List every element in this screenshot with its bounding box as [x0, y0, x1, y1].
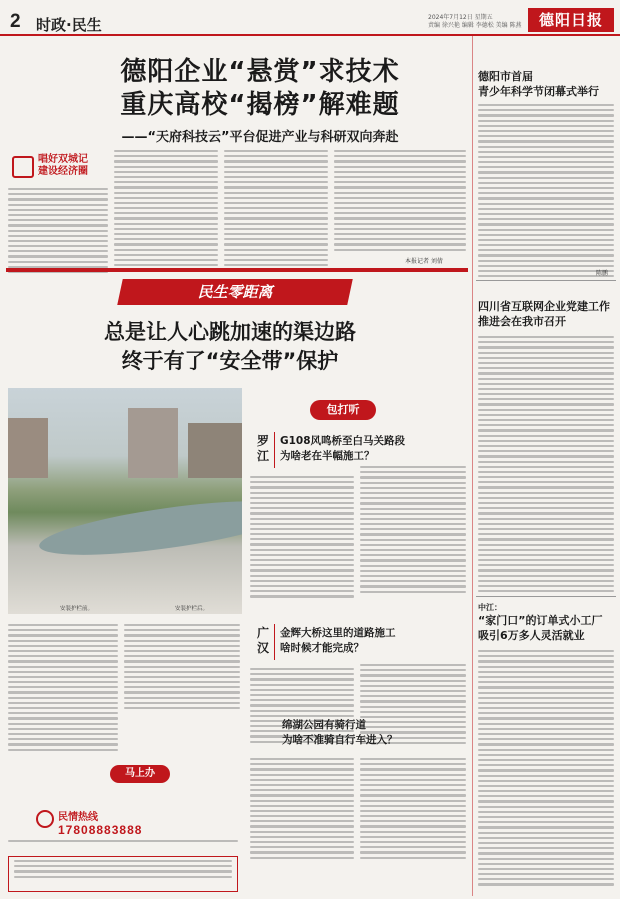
- hotline-number: 17808883888: [58, 823, 143, 837]
- right-article-3-title-1: “家门口”的订单式小工厂: [478, 614, 603, 627]
- q1-text-col1: [250, 476, 354, 598]
- q1-rule: [274, 432, 275, 468]
- right-article-1-reporter: 陈鹏: [596, 270, 609, 277]
- minsheng-text-col1: [8, 624, 118, 751]
- q2-title-1: 金辉大桥这里的道路施工: [280, 627, 396, 639]
- main-headline: [80, 56, 440, 145]
- q1-title-2: 为啥老在半幅施工？: [280, 450, 375, 462]
- page-header: [0, 0, 620, 36]
- minsheng-text-col2: [124, 624, 240, 709]
- main-reporter: 本报记者 刘倩: [405, 258, 443, 265]
- canal-photo: [8, 388, 242, 614]
- minsheng-banner: 民生零距离: [117, 279, 353, 305]
- minsheng-headline: 总是让人心跳加速的渠边路 终于有了“安全带”保护: [104, 320, 356, 373]
- right-divider-2: [476, 596, 616, 597]
- q2-place: 广汉: [256, 626, 269, 655]
- q3-title-2: 为啥不准骑自行车进入？: [282, 734, 398, 746]
- article-text-col3: [224, 150, 328, 272]
- hotline: 民情热线 17808883888: [58, 808, 168, 837]
- section-name: 时政·民生: [36, 16, 102, 34]
- q3-title-1: 绵湖公园有骑行道: [282, 719, 366, 731]
- column-tag: 唱好双城记 建设经济圈: [8, 154, 108, 184]
- right-article-1-title-1: 德阳市首届: [478, 70, 533, 83]
- baodating-badge: 包打听: [310, 400, 376, 420]
- minsheng-text-tail: [8, 840, 238, 842]
- q1-title-1: G108风鸣桥至白马关路段: [280, 435, 406, 447]
- right-article-3-text: [478, 650, 614, 886]
- right-article-2-text: [478, 336, 614, 592]
- q2-rule: [274, 624, 275, 660]
- article-text-col1: [8, 188, 108, 273]
- right-article-3-kicker: 中江：: [478, 603, 502, 612]
- newspaper-logo: 德阳日报: [528, 8, 614, 32]
- q2-text-col2: [360, 664, 466, 744]
- mashang-ban-badge: 马上办: [110, 765, 170, 783]
- right-divider-1: [476, 280, 616, 281]
- article-text-col2: [114, 150, 218, 272]
- page-number: 2: [10, 11, 21, 32]
- right-article-2-title-2: 推进会在我市召开: [478, 315, 566, 328]
- footer-note-box: [8, 856, 238, 892]
- headline-line-2: 重庆高校“揭榜”解难题: [120, 90, 400, 120]
- phone-icon: [36, 810, 54, 828]
- q1-text-col2: [360, 466, 466, 593]
- right-article-2-title-1: 四川省互联网企业党建工作: [478, 300, 610, 313]
- photo-caption-after: 安装护栏后。: [175, 606, 209, 612]
- right-article-1-title-2: 青少年科学节闭幕式举行: [478, 85, 599, 98]
- section-divider: [6, 268, 468, 272]
- tag-frame-icon: [12, 156, 34, 178]
- right-article-1-text: [478, 104, 614, 277]
- photo-caption-before: 安装护栏前。: [60, 606, 94, 612]
- right-article-3-title-2: 吸引6万多人灵活就业: [478, 629, 585, 642]
- headline-line-1: 德阳企业“悬赏”求技术: [120, 57, 400, 87]
- article-text-col4: [334, 150, 466, 251]
- q1-place: 罗江: [256, 434, 269, 463]
- headline-subtitle: ——“天府科技云”平台促进产业与科研双向奔赴: [121, 130, 399, 145]
- q3-text-col1: [250, 758, 354, 859]
- header-meta: 2024年7月12日 星期五 责编 徐兴艳 编辑 李德松 美编 陈燕: [428, 14, 522, 29]
- q2-title-2: 啥时候才能完成？: [280, 642, 364, 654]
- right-column-rule: [472, 36, 473, 896]
- q3-text-col2: [360, 758, 466, 859]
